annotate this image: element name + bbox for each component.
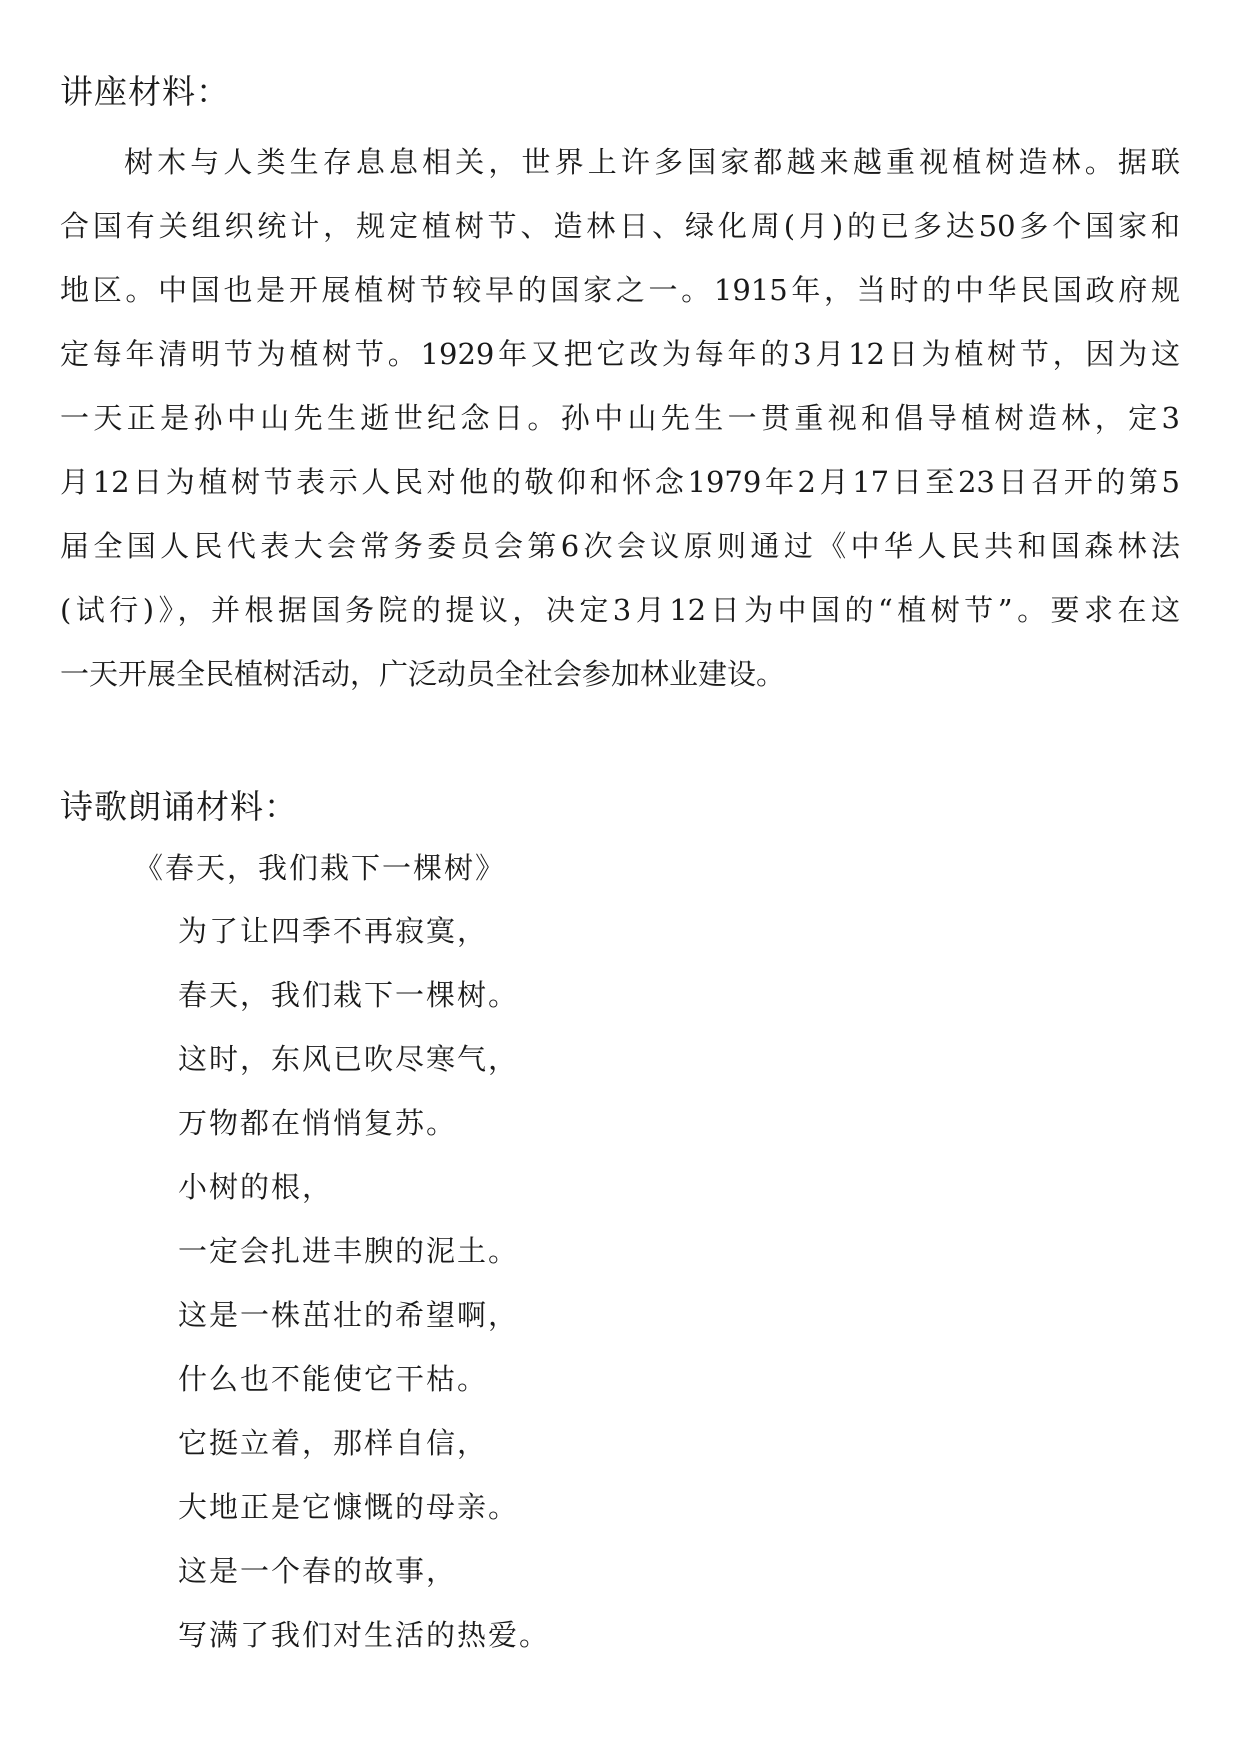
lecture-line: (试行)》，并根据国务院的提议，决定3月12日为中国的“植树节”。要求在这 — [60, 593, 1180, 627]
poem-line: 为了让四季不再寂寞， — [178, 914, 489, 948]
lecture-line: 一天正是孙中山先生逝世纪念日。孙中山先生一贯重视和倡导植树造林，定3 — [60, 401, 1180, 435]
lecture-line: 合国有关组织统计，规定植树节、造林日、绿化周(月)的已多达50多个国家和 — [60, 209, 1180, 243]
lecture-line: 月12日为植树节表示人民对他的敬仰和怀念1979年2月17日至23日召开的第5 — [60, 465, 1180, 499]
lecture-line: 地区。中国也是开展植树节较早的国家之一。1915年，当时的中华民国政府规 — [60, 273, 1180, 307]
poem-line: 万物都在悄悄复苏。 — [178, 1106, 458, 1140]
poem-heading: 诗歌朗诵材料： — [60, 787, 298, 826]
poem-body — [178, 911, 550, 1679]
poem-line: 这是一株茁壮的希望啊， — [178, 1298, 520, 1332]
lecture-line: 定每年清明节为植树节。1929年又把它改为每年的3月12日为植树节，因为这 — [60, 337, 1180, 371]
poem-line: 大地正是它慷慨的母亲。 — [178, 1490, 520, 1524]
poem-line: 这时，东风已吹尽寒气， — [178, 1042, 520, 1076]
lecture-heading: 讲座材料： — [60, 72, 230, 111]
poem-line: 一定会扎进丰腴的泥土。 — [178, 1234, 520, 1268]
lecture-line: 树木与人类生存息息相关，世界上许多国家都越来越重视植树造林。据联 — [124, 145, 1180, 179]
lecture-line: 一天开展全民植树活动，广泛动员全社会参加林业建设。 — [60, 657, 786, 691]
lecture-line: 届全国人民代表大会常务委员会第6次会议原则通过《中华人民共和国森林法 — [60, 529, 1180, 563]
poem-line: 什么也不能使它干枯。 — [178, 1362, 489, 1396]
poem-line: 这是一个春的故事， — [178, 1554, 458, 1588]
lecture-paragraph — [60, 130, 1180, 706]
poem-line: 写满了我们对生活的热爱。 — [178, 1618, 551, 1652]
poem-line: 小树的根， — [178, 1170, 334, 1204]
poem-line: 它挺立着，那样自信， — [178, 1426, 489, 1460]
poem-title: 《春天，我们栽下一棵树》 — [134, 851, 507, 885]
poem-line: 春天，我们栽下一棵树。 — [178, 978, 520, 1012]
